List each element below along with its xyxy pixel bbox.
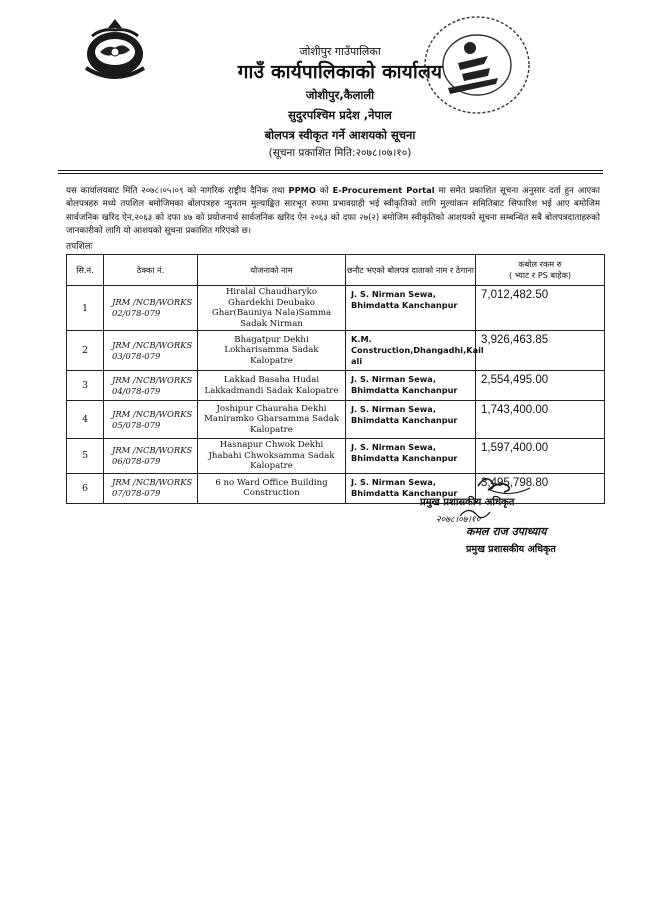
contract-line1: JRM /NCB/WORKS bbox=[112, 444, 193, 455]
col-project: योजनाको नाम bbox=[198, 255, 346, 286]
row-contract-no bbox=[104, 439, 198, 474]
contract-line2: 03/078-079 bbox=[112, 350, 161, 361]
table-row bbox=[67, 331, 605, 371]
published-date: (सूचना प्रकाशित मिति:२०७८।०७।१०) bbox=[268, 147, 412, 159]
row-project: Hiralal Chaudharyko Ghardekhi Deubako Ghar(Bauniya Nala)Samma Sadak Nirman bbox=[198, 286, 346, 331]
notice-title: बोलपत्र स्वीकृत गर्ने आशयको सूचना bbox=[264, 128, 416, 142]
row-amount: 3,495,798.80 bbox=[476, 473, 605, 503]
office-title: गाउँ कार्यपालिकाको कार्यालय bbox=[237, 61, 443, 83]
contract-line2: 02/078-079 bbox=[112, 308, 161, 318]
table-row bbox=[67, 371, 605, 401]
row-sn: 2 bbox=[67, 331, 104, 371]
row-bidder: J. S. Nirman Sewa, Bhimdatta Kanchanpur bbox=[346, 473, 476, 503]
signature-title: प्रमुख प्रशासकीय अधिकृत bbox=[420, 497, 515, 508]
paragraph-text-2: को bbox=[315, 186, 333, 196]
row-contract-no bbox=[104, 286, 198, 331]
row-bidder: J. S. Nirman Sewa, Bhimdatta Kanchanpur bbox=[346, 439, 476, 474]
col-sn: सि.नं. bbox=[67, 255, 104, 286]
row-contract-no bbox=[104, 331, 198, 371]
details-label: तपशिलः bbox=[66, 242, 93, 252]
nepal-emblem-icon bbox=[78, 16, 152, 82]
col-amount-line2: ( भ्याट र PS बाहेक) bbox=[508, 270, 572, 280]
row-project: Joshipur Chauraha Dekhi Maniramko Gharsamma Sadak Kalopatre bbox=[198, 401, 346, 439]
row-project: 6 no Ward Office Building Construction bbox=[198, 473, 346, 503]
signature-date: २०७८।०७।१० bbox=[436, 515, 481, 525]
row-sn: 5 bbox=[67, 439, 104, 474]
contract-line1: JRM /NCB/WORKS bbox=[112, 374, 193, 385]
col-contract-no: ठेक्का नं. bbox=[104, 255, 198, 286]
table-row bbox=[67, 286, 605, 331]
row-bidder: J. S. Nirman Sewa, Bhimdatta Kanchanpur bbox=[346, 286, 476, 331]
contract-line2: 07/078-079 bbox=[112, 488, 161, 498]
awarded-bids-table bbox=[66, 254, 605, 504]
row-sn: 3 bbox=[67, 371, 104, 401]
contract-line2: 06/078-079 bbox=[112, 455, 161, 466]
row-bidder: J. S. Nirman Sewa, Bhimdatta Kanchanpur bbox=[346, 401, 476, 439]
header-divider-bottom bbox=[58, 173, 603, 174]
row-sn: 1 bbox=[67, 286, 104, 331]
col-amount bbox=[476, 255, 605, 286]
contract-line2: 04/078-079 bbox=[112, 385, 161, 396]
paragraph-text-3: मा समेत प्रकाशित सूचना अनुसार दर्ता हुन आएका बोलपत्रहरु मध्ये तपशिल बमोजिमका बोलपत्रहरु न्युनतम मुल्याङ्कित सारभूत रुपमा प्रभावग्राही भई स्वीकृतिको लागि मुल्यांकन समितिबाट सिफारिश भई आए बमोजिम सार्वजनिक खरिद ऐन,२०६३ को दफा ४७ को प्रयोजनार्थ सार्वजनिक खरिद ऐन २०६३ को दफा २७(२) बमोजिम स्वीकृतिको आशयको सूचना सम्बन्धित सबै बोलपत्रदाताहरुको जानकारीको लागि यो आशयको सूचना प्रकाशित गरिएको छ। bbox=[66, 186, 601, 236]
row-sn: 6 bbox=[67, 473, 104, 503]
table-row bbox=[67, 401, 605, 439]
row-amount: 1,743,400.00 bbox=[476, 401, 605, 439]
province-line: सुदुरपश्चिम प्रदेश ,नेपाल bbox=[288, 108, 392, 122]
office-location: जोशीपुर,कैलाली bbox=[305, 88, 375, 102]
contract-line1: JRM /NCB/WORKS bbox=[112, 297, 193, 307]
row-amount: 1,597,400.00 bbox=[476, 439, 605, 474]
row-amount: 2,554,495.00 bbox=[476, 371, 605, 401]
row-project: Bhagatpur Dekhi Lokharisamma Sadak Kalopatre bbox=[198, 331, 346, 371]
row-bidder: J. S. Nirman Sewa, Bhimdatta Kanchanpur bbox=[346, 371, 476, 401]
ppmo-text: PPMO bbox=[288, 185, 316, 195]
contract-line2: 05/078-079 bbox=[112, 419, 161, 430]
row-amount: 7,012,482.50 bbox=[476, 286, 605, 331]
row-project: Hasnapur Chwok Dekhi Jhabahi Chwoksamma Sadak Kalopatre bbox=[198, 439, 346, 474]
municipality-name: जोशीपुर गाउँपालिका bbox=[299, 45, 381, 58]
header-divider-top bbox=[58, 170, 603, 171]
row-bidder: K.M. Construction,Dhangadhi,Kail ali bbox=[346, 331, 476, 371]
signatory-name: कमल राज उपाध्याय bbox=[466, 525, 547, 538]
contract-line1: JRM /NCB/WORKS bbox=[112, 408, 193, 419]
row-amount: 3,926,463.85 bbox=[476, 331, 605, 371]
col-amount-line1: कबोल रकम रु bbox=[518, 259, 562, 269]
row-project: Lakkad Basaha Hudai Lakkadmandi Sadak Kalopatre bbox=[198, 371, 346, 401]
contract-line1: JRM /NCB/WORKS bbox=[112, 477, 193, 487]
row-contract-no bbox=[104, 401, 198, 439]
table-row bbox=[67, 439, 605, 474]
signatory-title: प्रमुख प्रशासकीय अधिकृत bbox=[466, 544, 556, 555]
eprocurement-text: E-Procurement Portal bbox=[332, 185, 435, 195]
signature-block bbox=[420, 472, 580, 562]
notice-paragraph bbox=[66, 184, 600, 238]
row-contract-no bbox=[104, 473, 198, 503]
contract-line1: JRM /NCB/WORKS bbox=[112, 339, 193, 350]
col-bidder: छनौट भएको बोलपत्र दाताको नाम र ठेगाना bbox=[346, 255, 476, 286]
paragraph-text-1: यस कार्यालयबाट मिति २०७८।०५।०९ को नागरिक राष्ट्रीय दैनिक तथा bbox=[66, 186, 289, 196]
table-header-row bbox=[67, 255, 605, 286]
row-sn: 4 bbox=[67, 401, 104, 439]
row-contract-no bbox=[104, 371, 198, 401]
